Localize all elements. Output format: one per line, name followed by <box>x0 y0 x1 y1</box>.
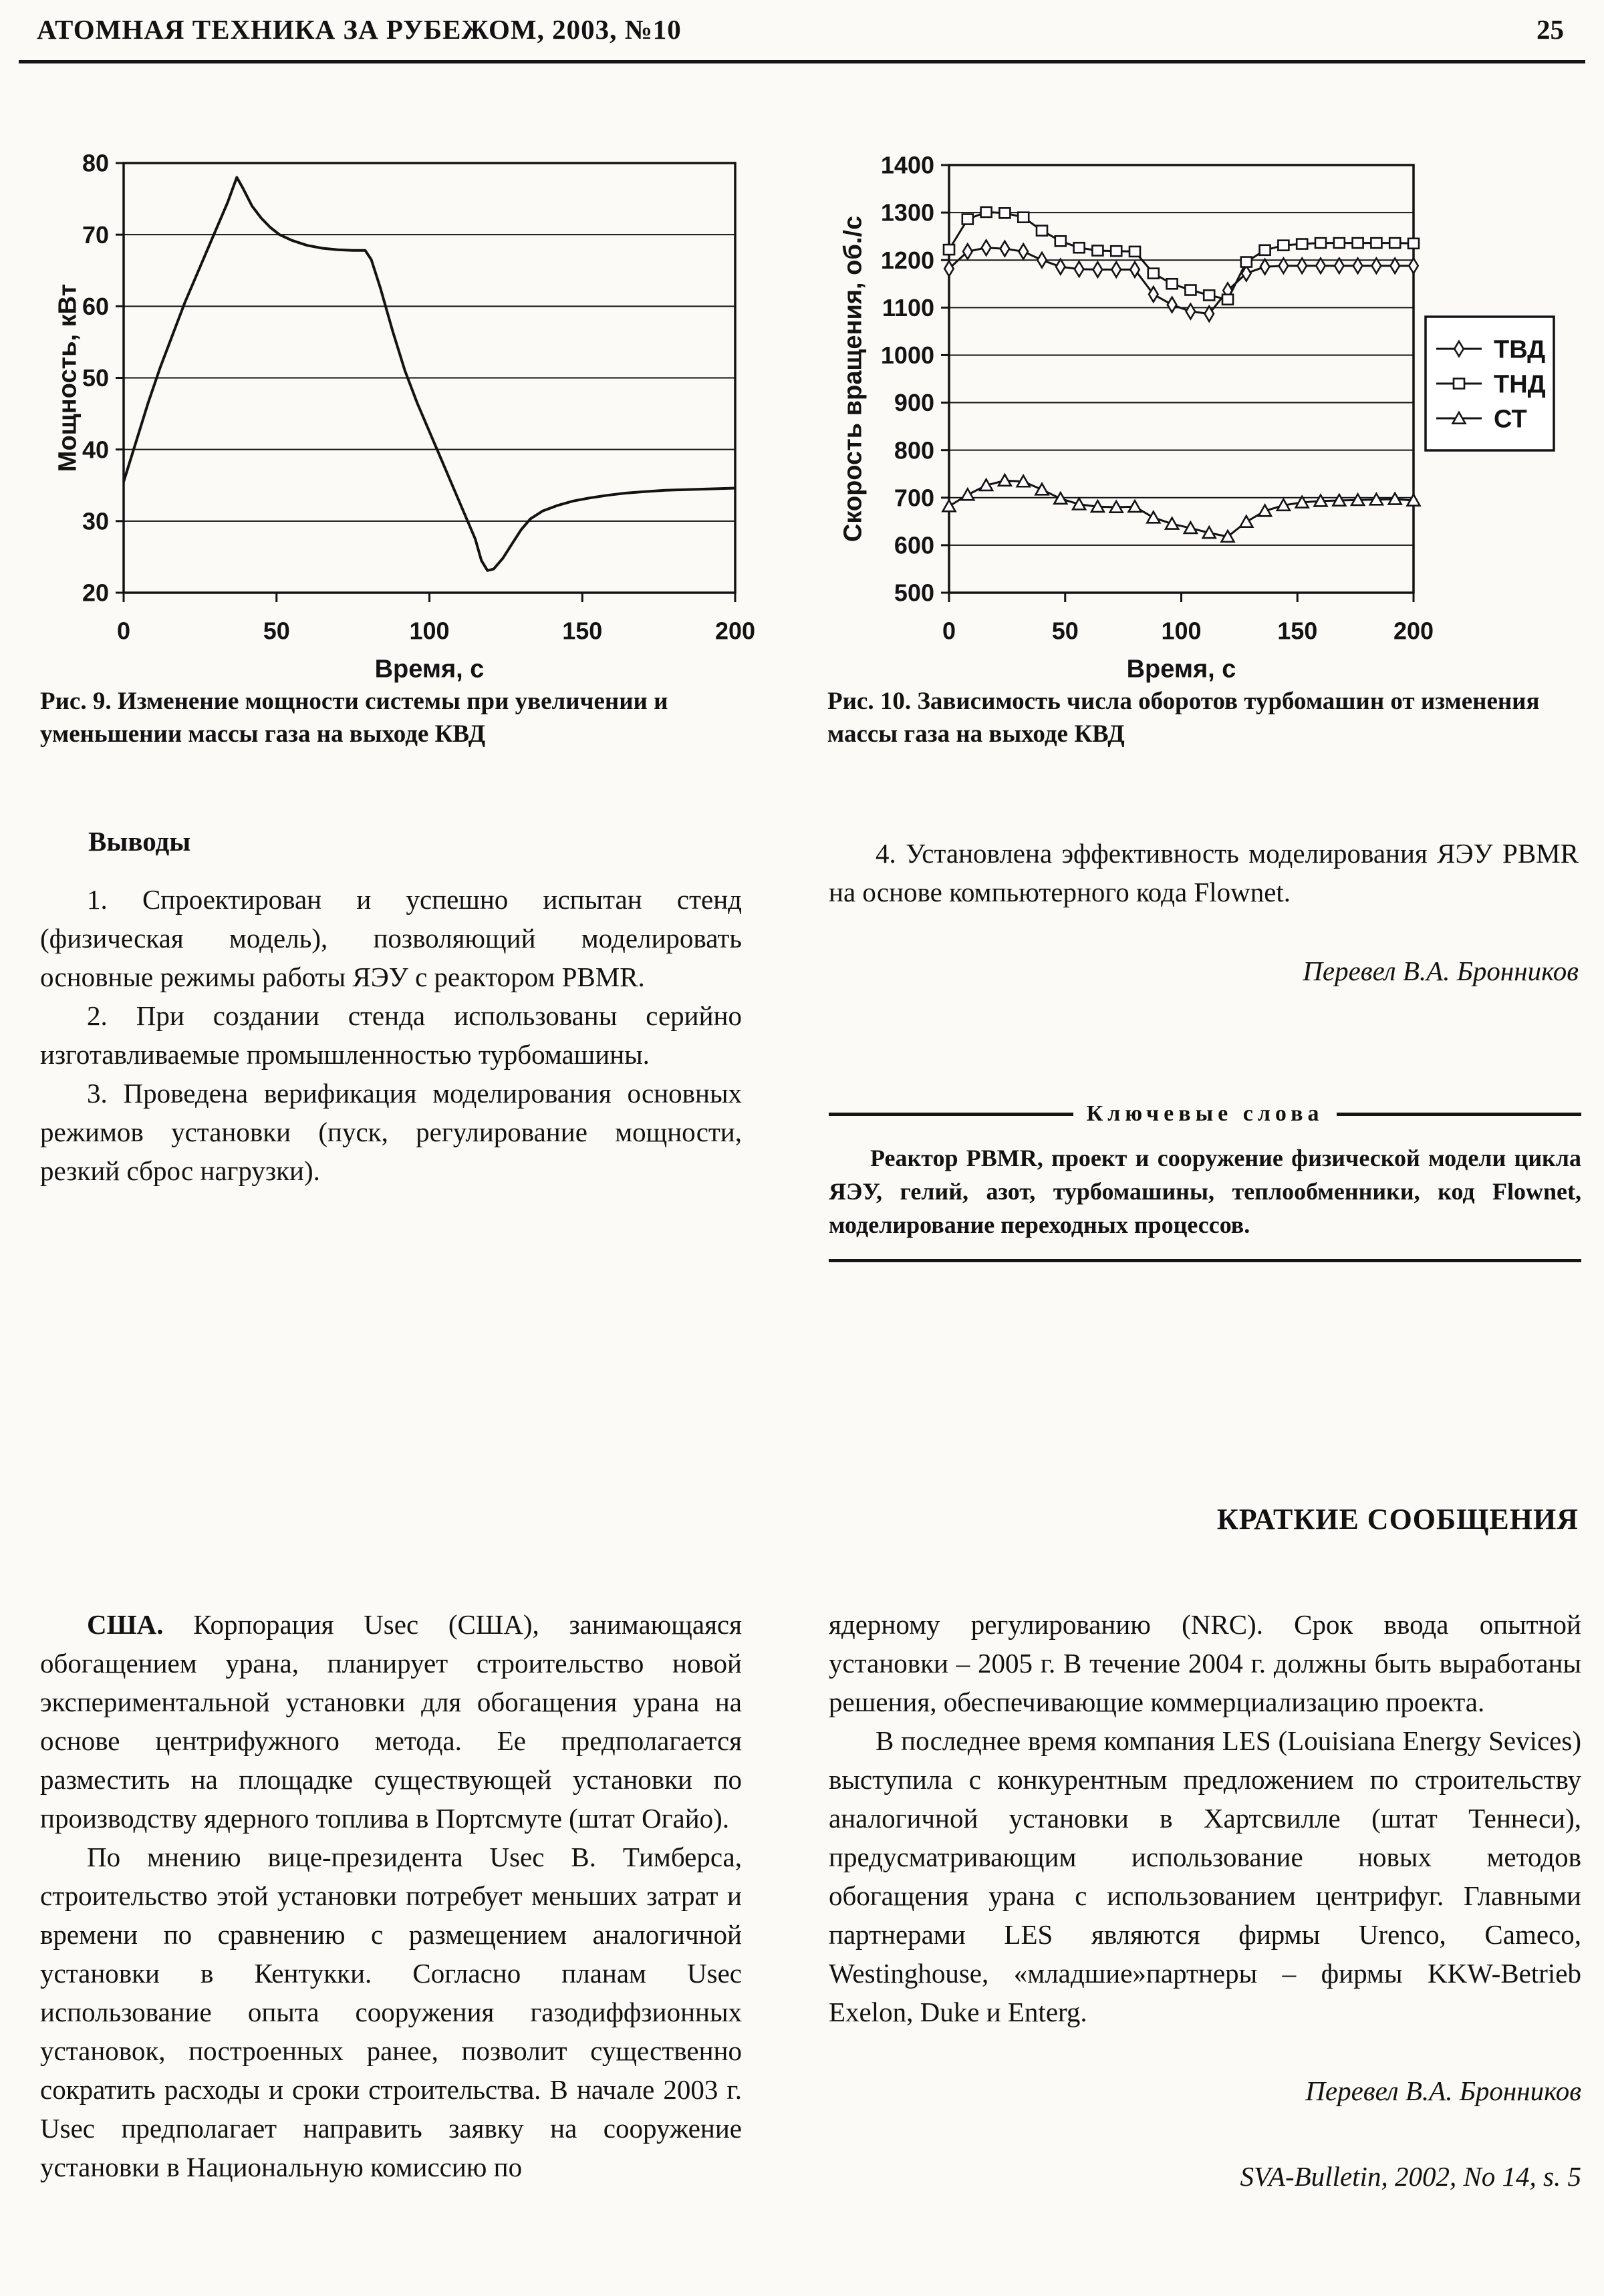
svg-text:1300: 1300 <box>880 198 934 227</box>
svg-text:ТНД: ТНД <box>1494 370 1546 399</box>
axes <box>839 152 1434 683</box>
svg-text:Время, с: Время, с <box>1126 655 1236 683</box>
series-СТ <box>949 480 1414 537</box>
figure10-chart <box>825 148 1601 683</box>
keywords-header-row <box>829 1101 1581 1127</box>
svg-text:900: 900 <box>894 389 934 417</box>
news-paragraph-usa <box>40 1605 742 1838</box>
header-rule <box>19 60 1585 63</box>
svg-text:50: 50 <box>1051 617 1079 645</box>
source-line: SVA-Bulletin, 2002, No 14, s. 5 <box>1240 2161 1581 2192</box>
conclusions-section <box>40 825 742 1190</box>
svg-text:50: 50 <box>82 364 109 392</box>
translator-line: Перевел В.А. Бронников <box>1303 956 1579 986</box>
series-Мощность системы <box>124 177 735 570</box>
svg-text:1400: 1400 <box>880 151 934 179</box>
svg-text:40: 40 <box>82 436 109 464</box>
news-left-column <box>40 1605 742 2186</box>
news-paragraph-2: По мнению вице-президента Usec В. Тимберса, строительство этой установки потребует меньших затрат и времени по сравнению с размещением аналогичной установки в Кентукки. Согласно планам Usec использование опыта сооружения газодиффзионных установок, построенных ранее, позволит существенно сократить расходы и сроки строительства. В начале 2003 г. Usec предполагает направить заявку на сооружение установки в Национальную комиссию по <box>40 1842 742 2182</box>
svg-text:Время, с: Время, с <box>374 655 485 683</box>
page-number: 25 <box>1536 14 1564 45</box>
keywords-heading: Ключевые слова <box>1086 1101 1324 1126</box>
conclusion-item-2: 2. При создании стенда использованы серийно изготавливаемые промышленностью турбомашины. <box>40 1000 742 1070</box>
svg-text:500: 500 <box>894 579 934 607</box>
svg-text:Мощность, кВт: Мощность, кВт <box>53 283 82 472</box>
figure9-chart <box>47 148 755 683</box>
news-lead-text: Корпорация Usec (США), занимающаяся обогащением урана, планирует строительство новой экспериментальной установки для обогащения урана на основе центрифужного метода. Ее предполагается разместить на площадке существующей установки по производству ядерного топлива в Портсмуте (штат Огайо). <box>40 1609 742 1834</box>
axes <box>53 150 755 683</box>
keywords-text: Реактор PBMR, проект и сооружение физической модели цикла ЯЭУ, гелий, азот, турбомашины, теплообменники, код Flownet, моделирование переходных процессов. <box>829 1145 1581 1238</box>
news-right-column <box>829 1605 1581 2196</box>
svg-text:100: 100 <box>1161 617 1202 645</box>
series-ТНД <box>949 212 1414 299</box>
legend <box>1426 317 1554 450</box>
chart-root <box>839 152 1554 683</box>
figure9-caption: Рис. 9. Изменение мощности системы при увеличении и уменьшении массы газа на выходе КВД <box>40 688 668 748</box>
svg-text:50: 50 <box>263 617 290 645</box>
plot-border <box>949 165 1414 593</box>
svg-text:20: 20 <box>82 579 109 607</box>
conclusion-item-3: 3. Проведена верификация моделирования основных режимов установки (пуск, регулирование мощности, резкий сброс нагрузки). <box>40 1078 742 1186</box>
svg-text:150: 150 <box>562 617 603 645</box>
svg-text:60: 60 <box>82 292 109 320</box>
chart-root <box>53 150 755 683</box>
svg-text:700: 700 <box>894 484 934 512</box>
svg-text:150: 150 <box>1277 617 1318 645</box>
svg-text:1000: 1000 <box>880 341 934 370</box>
svg-text:200: 200 <box>1393 617 1434 645</box>
journal-title: АТОМНАЯ ТЕХНИКА ЗА РУБЕЖОМ, 2003, №10 <box>37 14 682 45</box>
conclusion-item-1: 1. Спроектирован и успешно испытан стенд (физическая модель), позволяющий моделировать основные режимы работы ЯЭУ с реактором PBMR. <box>40 884 742 992</box>
keywords-block <box>829 1101 1581 1262</box>
svg-text:600: 600 <box>894 531 934 559</box>
brief-news-heading: КРАТКИЕ СООБЩЕНИЯ <box>1216 1503 1579 1536</box>
svg-text:0: 0 <box>942 617 956 645</box>
svg-text:30: 30 <box>82 507 109 535</box>
svg-text:800: 800 <box>894 436 934 464</box>
conclusions-continued <box>829 834 1579 990</box>
svg-text:1100: 1100 <box>882 293 934 321</box>
svg-text:СТ: СТ <box>1494 405 1527 434</box>
keywords-rule-bottom <box>829 1259 1581 1262</box>
figure10-caption: Рис. 10. Зависимость числа оборотов турбомашин от изменения массы газа на выходе КВД <box>827 688 1540 748</box>
news-lead: США. <box>87 1609 164 1640</box>
news-paragraph-3: В последнее время компания LES (Louisiana Energy Sevices) выступила с конкурентным предложением по строительству аналогичной установки в Хартсвилле (штат Теннеси), предусматривающим использование новых методов обогащения урана с использованием центрифуг. Главными партнерами LES являются фирмы Urenco, Cameco, Westinghouse, «младшие»партнеры – фирмы KKW-Betrieb Exelon, Duke и Enterg. <box>829 1725 1581 2027</box>
svg-text:100: 100 <box>409 617 450 645</box>
keywords-rule-left <box>829 1113 1073 1116</box>
svg-text:70: 70 <box>82 221 109 249</box>
conclusion-item-4: 4. Установлена эффективность моделирования ЯЭУ PBMR на основе компьютерного кода Flownet. <box>829 838 1579 907</box>
news-translator-line: Перевел В.А. Бронников <box>1305 2075 1581 2106</box>
svg-text:ТВД: ТВД <box>1494 335 1546 364</box>
conclusions-heading: Выводы <box>88 826 191 857</box>
gridlines <box>124 235 735 521</box>
svg-text:1200: 1200 <box>880 246 934 274</box>
keywords-rule-right <box>1337 1113 1581 1116</box>
series-ТВД <box>949 248 1414 314</box>
figure-9 <box>47 148 755 683</box>
svg-text:Скорость вращения, об./с: Скорость вращения, об./с <box>839 215 867 543</box>
svg-text:80: 80 <box>82 149 109 177</box>
news-paragraph-2-continued: ядерному регулированию (NRC). Срок ввода опытной установки – 2005 г. В течение 2004 г. должны быть выработаны решения, обеспечивающие коммерциализацию проекта. <box>829 1609 1581 1717</box>
gridlines <box>949 212 1414 545</box>
svg-text:0: 0 <box>116 617 131 645</box>
figure-10 <box>825 148 1601 683</box>
svg-text:200: 200 <box>714 617 755 645</box>
